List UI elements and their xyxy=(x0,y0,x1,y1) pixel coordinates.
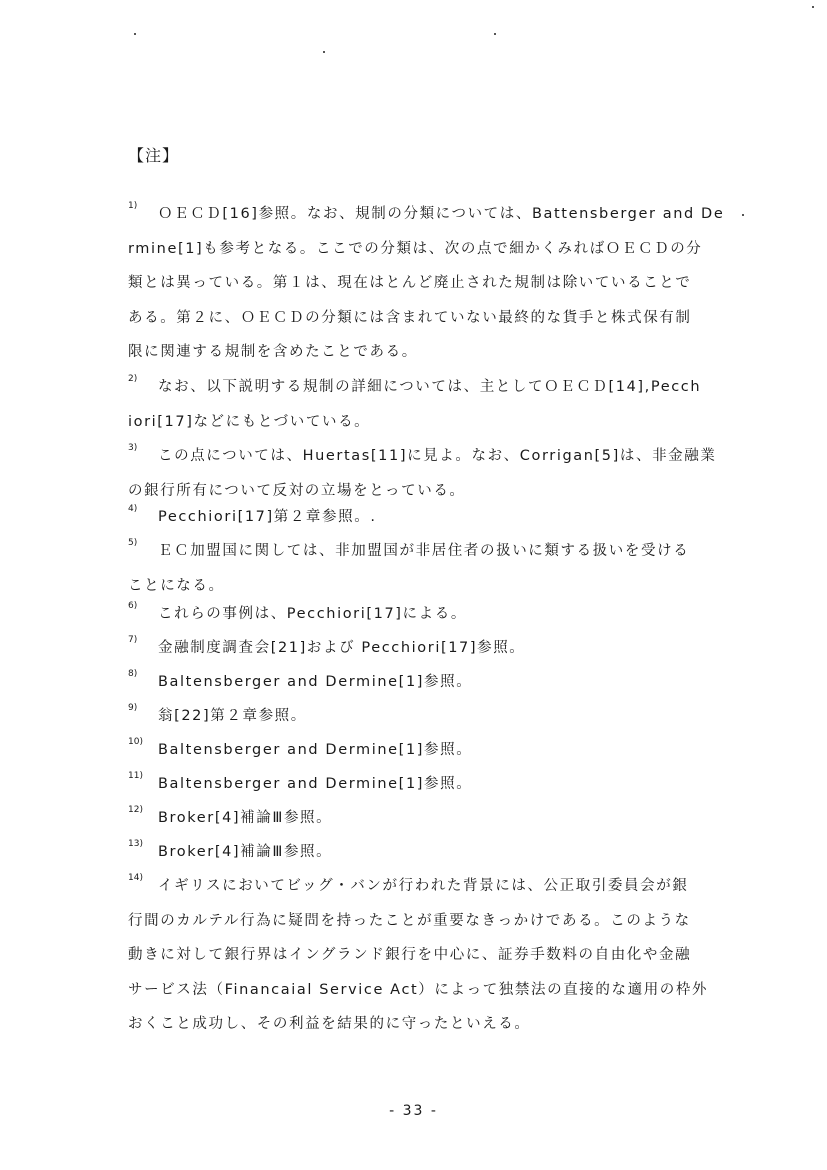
footnote-line xyxy=(128,631,728,666)
footnote-line xyxy=(128,439,728,474)
footnote xyxy=(128,665,728,700)
footnote-line xyxy=(128,500,728,535)
footnote xyxy=(128,767,728,802)
footnote-line xyxy=(128,534,728,569)
footnote-line xyxy=(128,665,728,700)
footnote-text: ことになる。 xyxy=(128,577,225,594)
footnote-text: 動きに対して銀行界はイングランド銀行を中心に、証券手数料の自由化や金融 xyxy=(128,947,692,963)
footnote-line xyxy=(128,904,728,939)
footnote xyxy=(128,631,728,666)
footnote-number: 6) xyxy=(128,601,138,611)
footnote-number: 9) xyxy=(128,703,138,713)
footnote-number: 2) xyxy=(128,374,138,384)
footnote-number: 5) xyxy=(128,538,138,548)
footnote-line xyxy=(128,1007,728,1042)
footnote-line xyxy=(128,835,728,870)
footnote-text: Baltensberger and Dermine[1]参照。 xyxy=(158,742,473,758)
notes-heading: 【注】 xyxy=(128,146,180,165)
footnote-line xyxy=(128,301,728,336)
footnote-number: 1) xyxy=(128,201,138,211)
footnote xyxy=(128,801,728,836)
page-number: - 33 - xyxy=(389,1103,438,1119)
footnote-line xyxy=(128,370,728,405)
footnote-text: イギリスにおいてビッグ・バンが行われた背景には、公正取引委員会が銀 xyxy=(158,878,689,894)
footnote-line xyxy=(128,767,728,802)
footnote-line xyxy=(128,597,728,632)
footnote-text: なお、以下説明する規制の詳細については、主としてＯＥＣＤ[14],Pecch xyxy=(158,379,702,395)
footnote-text: この点については、Huertas[11]に見よ。なお、Corrigan[5]は、非金融業 xyxy=(158,448,717,464)
footnote-text: rmine[1]も参考となる。ここでの分類は、次の点で細かくみればＯＥＣＤの分 xyxy=(128,240,703,257)
footnote-line xyxy=(128,197,728,232)
footnote-text: Broker[4]補論Ⅲ参照。 xyxy=(158,844,333,860)
footnote-line xyxy=(128,973,728,1008)
footnote-line xyxy=(128,869,728,904)
footnote-text: 金融制度調査会[21]および Pecchiori[17]参照。 xyxy=(158,640,526,656)
footnote-line xyxy=(128,938,728,973)
footnote-number: 4) xyxy=(128,504,138,514)
footnote xyxy=(128,835,728,870)
footnote xyxy=(128,869,728,1042)
footnote-line xyxy=(128,266,728,301)
footnote-number: 3) xyxy=(128,443,138,453)
footnote-text: iori[17]などにもとづいている。 xyxy=(128,413,371,430)
footnote-line xyxy=(128,232,728,267)
scan-speck xyxy=(494,33,496,35)
footnote-text: 行間のカルテル行為に疑問を持ったことが重要なきっかけである。このような xyxy=(128,912,691,929)
footnote-number: 12) xyxy=(128,805,143,815)
footnote-text: 類とは異っている。第１は、現在はとんど廃止された規制は除いていることで xyxy=(128,275,692,291)
footnote-number: 7) xyxy=(128,635,138,645)
footnote-text: 限に関連する規制を含めたことである。 xyxy=(128,344,418,360)
scan-speck xyxy=(812,6,814,8)
footnote-text: ある。第２に、ＯＥＣＤの分類には含まれていない最終的な貨手と株式保有制 xyxy=(128,309,692,326)
scan-speck xyxy=(134,33,136,35)
footnote xyxy=(128,500,728,535)
footnote xyxy=(128,733,728,768)
footnote-text: おくこと成功し、その利益を結果的に守ったといえる。 xyxy=(128,1016,531,1032)
scan-speck xyxy=(323,51,325,53)
footnote-number: 14) xyxy=(128,873,143,883)
footnote-number: 10) xyxy=(128,737,143,747)
footnote-text: ＥＣ加盟国に関しては、非加盟国が非居住者の扱いに類する扱いを受ける xyxy=(158,543,690,559)
footnote xyxy=(128,597,728,632)
footnote xyxy=(128,197,728,370)
footnote xyxy=(128,699,728,734)
footnote-number: 11) xyxy=(128,771,143,781)
footnote-line xyxy=(128,699,728,734)
footnote-line xyxy=(128,405,728,440)
footnote-line xyxy=(128,801,728,836)
footnote-text: ＯＥＣＤ[16]参照。なお、規制の分類については、Battensberger and De xyxy=(158,206,725,222)
footnote-text: Broker[4]補論Ⅲ参照。 xyxy=(158,810,333,826)
footnote-text: これらの事例は、Pecchiori[17]による。 xyxy=(158,606,467,622)
scan-speck xyxy=(742,214,744,216)
footnote-text: サービス法（Financaial Service Act）によって独禁法の直接的な適用の枠外 xyxy=(128,981,709,998)
footnote-text: Baltensberger and Dermine[1]参照。 xyxy=(158,674,473,690)
footnote-text: の銀行所有について反対の立場をとっている。 xyxy=(128,482,466,499)
footnote-number: 13) xyxy=(128,839,143,849)
footnote-line xyxy=(128,733,728,768)
footnote-number: 8) xyxy=(128,669,138,679)
footnote-text: Baltensberger and Dermine[1]参照。 xyxy=(158,776,473,792)
footnote-text: 翁[22]第２章参照。 xyxy=(158,708,307,724)
footnote xyxy=(128,370,728,439)
footnote-line xyxy=(128,335,728,370)
footnote xyxy=(128,439,728,508)
footnote xyxy=(128,534,728,603)
footnote-text: Pecchiori[17]第２章参照。. xyxy=(158,509,377,525)
